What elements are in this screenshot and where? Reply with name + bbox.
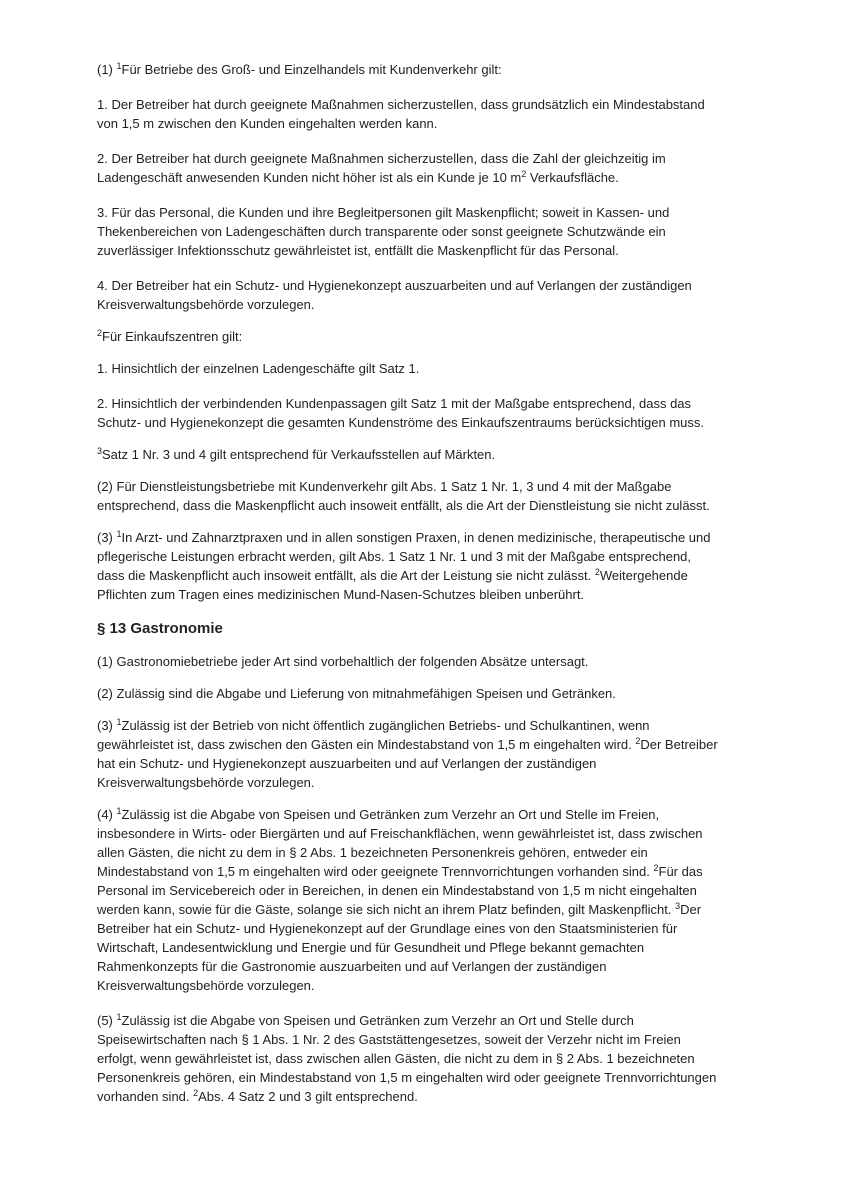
text-line: 4. Der Betreiber hat ein Schutz- und Hygienekonzept auszuarbeiten und auf Verlangen der zuständigen — [97, 278, 692, 293]
list-item — [97, 394, 767, 432]
text-line: (3) $^1$In Arzt- und Zahnarztpraxen und in allen sonstigen Praxen, in denen medizinische, therapeutische und — [97, 529, 711, 545]
text-line: 1. Hinsichtlich der einzelnen Ladengeschäfte gilt Satz 1. — [97, 361, 420, 376]
text-line: 2. Der Betreiber hat durch geeignete Maßnahmen sicherzustellen, dass die Zahl der gleichzeitig im — [97, 151, 666, 166]
text-line: Thekenbereichen von Ladengeschäften durch transparente oder sonst geeignete Schutzwände ein — [97, 224, 666, 239]
paragraph — [97, 327, 767, 346]
sentence-number: 2 — [635, 736, 641, 746]
text-line: vorhanden sind. $^2$Abs. 4 Satz 2 und 3 gilt entsprechend. — [97, 1088, 418, 1104]
text-line: insbesondere in Wirts- oder Biergärten und auf Freischankflächen, wenn gewährleistet ist, dass zwischen — [97, 826, 703, 841]
text-line: (1) $^1$Für Betriebe des Groß- und Einzelhandels mit Kundenverkehr gilt: — [97, 61, 502, 77]
sentence-number: 1 — [116, 61, 122, 71]
list-item — [97, 149, 767, 187]
text-line: Pflichten zum Tragen eines medizinischen Mund-Nasen-Schutzes bleiben unberührt. — [97, 587, 585, 602]
section-heading — [97, 619, 767, 639]
sentence-number: 2 — [653, 863, 659, 873]
paragraph — [97, 652, 767, 671]
text-line: (2) Zulässig sind die Abgabe und Lieferung von mitnahmefähigen Speisen und Getränken. — [97, 686, 616, 701]
text-line: 3. Für das Personal, die Kunden und ihre Begleitpersonen gilt Maskenpflicht; soweit in Kassen- und — [97, 205, 670, 220]
text-line: Ladengeschäft anwesenden Kunden nicht höher ist als ein Kunde je 10 $m^2$ Verkaufsfläche. — [97, 169, 619, 185]
paragraph — [97, 60, 767, 79]
text-line: allen Gästen, die nicht zu dem in § 2 Abs. 1 bezeichneten Personenkreis gehören, entweder ein — [97, 845, 648, 860]
list-item — [97, 203, 767, 260]
text-line: (3) $^1$Zulässig ist der Betrieb von nicht öffentlich zugänglichen Betriebs- und Schulkantinen, wenn — [97, 717, 650, 733]
text-line: gewährleistet ist, dass zwischen den Gästen ein Mindestabstand von 1,5 m eingehalten wird. $^2$Der Betreiber — [97, 736, 718, 752]
list-item — [97, 276, 767, 314]
text-line: (1) Gastronomiebetriebe jeder Art sind vorbehaltlich der folgenden Absätze untersagt. — [97, 654, 589, 669]
paragraph — [97, 359, 767, 378]
text-line: Kreisverwaltungsbehörde vorzulegen. — [97, 978, 315, 993]
sentence-number: 3 — [675, 901, 681, 911]
list-item — [97, 95, 767, 133]
text-line: entsprechend, dass die Maskenpflicht auch insoweit entfällt, als die Art der Dienstleistung sie nicht zulässt. — [97, 498, 710, 513]
text-line: hat ein Schutz- und Hygienekonzept auszuarbeiten und auf Verlangen der zuständigen — [97, 756, 597, 771]
text-line: § 13 Gastronomie — [97, 620, 223, 637]
sentence-number: 1 — [116, 529, 122, 539]
text-line: 2. Hinsichtlich der verbindenden Kundenpassagen gilt Satz 1 mit der Maßgabe entsprechend, dass das — [97, 396, 692, 411]
sentence-number: 2 — [521, 169, 527, 179]
text-line: (5) $^1$Zulässig ist die Abgabe von Speisen und Getränken zum Verzehr an Ort und Stelle durch — [97, 1012, 634, 1028]
document-page — [97, 60, 767, 1106]
text-line: dass die Maskenpflicht auch insoweit entfällt, als die Art der Leistung sie nicht zulässt. $^2$Weitergehende — [97, 567, 688, 583]
paragraph — [97, 684, 767, 703]
text-line: Speisewirtschaften nach § 1 Abs. 1 Nr. 2 des Gaststättengesetzes, soweit der Verzehr nicht im Freien — [97, 1032, 681, 1047]
text-line: werden kann, sowie für die Gäste, solange sie sich nicht an ihrem Platz befinden, gilt Maskenpflicht. $^3$Der — [97, 901, 702, 917]
sentence-number: 3 — [97, 446, 103, 456]
text-line: Kreisverwaltungsbehörde vorzulegen. — [97, 775, 315, 790]
paragraph — [97, 716, 767, 792]
text-line: Personal im Servicebereich oder in Bereichen, in denen ein Mindestabstand von 1,5 m nicht eingehalten — [97, 883, 697, 898]
paragraph — [97, 528, 767, 604]
paragraph — [97, 805, 767, 995]
text-line: 1. Der Betreiber hat durch geeignete Maßnahmen sicherzustellen, dass grundsätzlich ein Mindestabstand — [97, 97, 705, 112]
text-line: Kreisverwaltungsbehörde vorzulegen. — [97, 297, 315, 312]
text-line: Betreiber hat ein Schutz- und Hygienekonzept auf der Grundlage eines von den Staatsministerien für — [97, 921, 678, 936]
sentence-number: 1 — [116, 1012, 122, 1022]
text-line: Schutz- und Hygienekonzept die gesamten Kundenströme des Einkaufszentraums berücksichtigen muss. — [97, 415, 704, 430]
text-line: Mindestabstand von 1,5 m eingehalten wird oder geeignete Trennvorrichtungen vorhanden sind. $^2$Für das — [97, 863, 703, 879]
text-line: erfolgt, wenn gewährleistet ist, dass zwischen allen Gästen, die nicht zu dem in § 2 Abs. 1 bezeichneten — [97, 1051, 695, 1066]
paragraph — [97, 477, 767, 515]
text-line: von 1,5 m zwischen den Kunden eingehalten werden kann. — [97, 116, 438, 131]
text-line: Wirtschaft, Landesentwicklung und Energie und für Gesundheit und Pflege bekannt gemachten — [97, 940, 645, 955]
sentence-number: 1 — [116, 717, 122, 727]
sentence-number: 2 — [594, 567, 600, 577]
text-line: $^2$Für Einkaufszentren gilt: — [97, 328, 243, 344]
text-line: pflegerische Leistungen erbracht werden, gilt Abs. 1 Satz 1 Nr. 1 und 3 mit der Maßgabe entsprechend, — [97, 549, 692, 564]
paragraph — [97, 445, 767, 464]
text-line: Rahmenkonzepts für die Gastronomie auszuarbeiten und auf Verlangen der zuständigen — [97, 959, 607, 974]
list-item — [97, 1011, 767, 1106]
text-line: zuverlässiger Infektionsschutz gewährleistet ist, entfällt die Maskenpflicht für das Personal. — [97, 243, 619, 258]
sentence-number: 2 — [193, 1088, 199, 1098]
text-line: Personenkreis gehören, ein Mindestabstand von 1,5 m eingehalten wird oder geeignete Trennvorrichtungen — [97, 1070, 717, 1085]
sentence-number: 1 — [116, 806, 122, 816]
sentence-number: 2 — [97, 328, 103, 338]
text-line: $^3$Satz 1 Nr. 3 und 4 gilt entsprechend für Verkaufsstellen auf Märkten. — [97, 446, 496, 462]
text-line: (2) Für Dienstleistungsbetriebe mit Kundenverkehr gilt Abs. 1 Satz 1 Nr. 1, 3 und 4 mit der Maßgabe — [97, 479, 672, 494]
text-line: (4) $^1$Zulässig ist die Abgabe von Speisen und Getränken zum Verzehr an Ort und Stelle im Freien, — [97, 806, 660, 822]
